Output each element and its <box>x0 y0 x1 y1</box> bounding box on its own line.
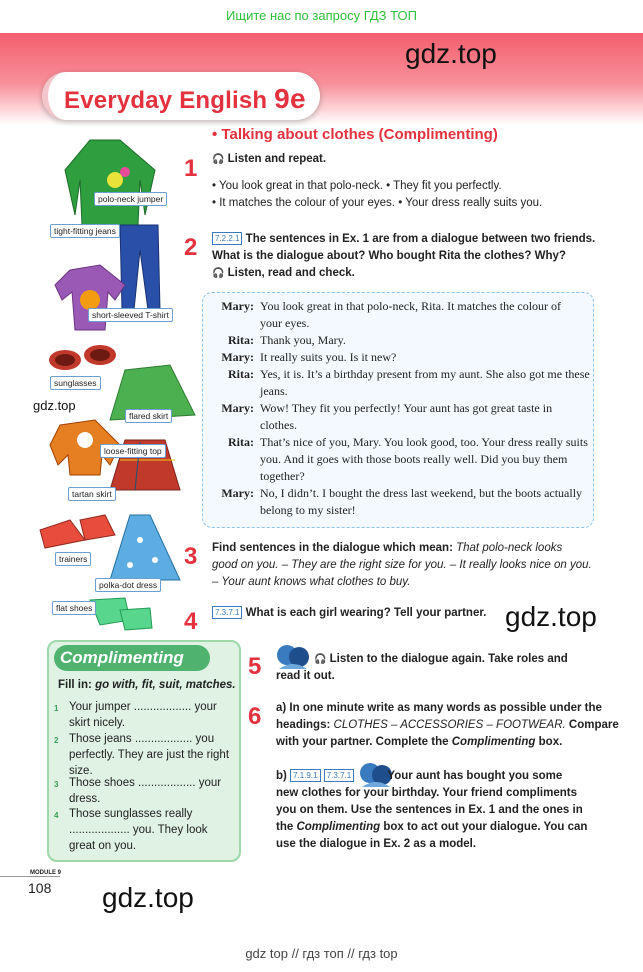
ex6b-code-1: 7.1.9.1 <box>290 769 320 782</box>
title-number: 9e <box>274 83 306 114</box>
ex4-text: 7.3.7.1 What is each girl wearing? Tell your partner. <box>212 605 486 622</box>
watermark: gdz.top <box>102 882 194 913</box>
label-trainers: trainers <box>55 552 91 566</box>
label-sunglasses: sunglasses <box>50 376 101 390</box>
ex6b-text: b) 7.1.9.1 7.3.7.1 Your aunt has bought you some new clothes for your birthday. Your friend compliments you on them. Use the sentences in Ex. 1 and the ones in the Complimenting box to act out your dialogue. You can use the dialogue in Ex. 2 as a model. <box>276 770 588 850</box>
headphones-icon: 🎧 <box>212 268 225 279</box>
ex6a-text: a) In one minute write as many words as possible under the headings: CLOTHES – ACCESSORIES – FOOTWEAR. Compare with your partner. Complete the Complimenting box. <box>276 702 619 748</box>
complimenting-item: 2 Those jeans .................. you perfectly. They are just the right size. <box>54 733 230 777</box>
complimenting-item: 4 Those sunglasses really ................... you. They look great on you. <box>54 808 208 852</box>
label-tartan-skirt: tartan skirt <box>68 487 116 501</box>
section-title-text: Talking about clothes (Complimenting) <box>221 126 498 143</box>
dialogue-turn: Mary: No, I didn’t. I bought the dress last weekend, but the boots actually belong to my sister! <box>221 486 583 517</box>
ex2-question-2: What is the dialogue about? Who bought Rita the clothes? Why? <box>212 250 566 262</box>
ex3-text: Find sentences in the dialogue which mean: That polo-neck looks good on you. – They are the right size for you. – It really looks nice on you. – Your aunt knows what clothes to buy. <box>212 542 592 588</box>
ex6b-code-2: 7.3.7.1 <box>324 769 354 782</box>
ex1-instruction: 🎧 Listen and repeat. <box>212 153 327 165</box>
ex1-line-1: • You look great in that polo-neck. • They fit you perfectly. <box>212 180 502 192</box>
ex2-code: 7.2.2.1 <box>212 232 242 245</box>
page-title <box>64 83 306 115</box>
dialogue-turn: Mary: It really suits you. Is it new? <box>221 350 397 364</box>
ex2-question-3: 🎧 Listen, read and check. <box>212 267 355 279</box>
label-loose-fitting-top: loose-fitting top <box>100 444 166 458</box>
dialogue-turn: Mary: You look great in that polo-neck, Rita. It matches the colour of your eyes. <box>221 299 562 330</box>
page-number: 108 <box>28 880 52 896</box>
dialogue <box>204 298 592 519</box>
ex5-text: 🎧 Listen to the dialogue again. Take roles and read it out. <box>276 653 568 682</box>
label-flared-skirt: flared skirt <box>125 409 172 423</box>
ex6-number: 6 <box>248 703 262 730</box>
complimenting-item: 1 Your jumper .................. your skirt nicely. <box>54 701 217 729</box>
complimenting-instruction: Fill in: go with, fit, suit, matches. <box>58 679 236 691</box>
headphones-icon: 🎧 <box>314 654 327 665</box>
ex2-question-1: 7.2.2.1 The sentences in Ex. 1 are from a dialogue between two friends. <box>212 231 595 248</box>
ex3-number: 3 <box>184 543 198 570</box>
watermark: gdz.top <box>405 38 497 69</box>
clothes-illustrations <box>30 120 205 635</box>
ex4-number: 4 <box>184 608 198 635</box>
dialogue-turn: Mary: Wow! They fit you perfectly! Your aunt has got great taste in clothes. <box>221 401 553 432</box>
label-flat-shoes: flat shoes <box>52 601 96 615</box>
complimenting-title: Complimenting <box>60 648 184 667</box>
label-polka-dot-dress: polka-dot dress <box>95 578 161 592</box>
watermark: gdz.top <box>505 601 597 632</box>
label-polo-neck-jumper: polo-neck jumper <box>94 192 167 206</box>
module-label: MODULE 9 <box>30 870 62 876</box>
dialogue-turn: Rita: That’s nice of you, Mary. You look good, too. Your dress really suits you. And it goes with those boots really well. Did you buy them together? <box>228 435 588 483</box>
complimenting-item: 3 Those shoes .................. your dress. <box>54 777 222 805</box>
watermark-small: gdz.top <box>33 398 76 413</box>
bottom-note: gdz top // гдз топ // гдз top <box>245 946 398 961</box>
section-title: • Talking about clothes (Complimenting) <box>212 126 498 143</box>
ex1-number: 1 <box>184 155 198 182</box>
headphones-icon: 🎧 <box>212 154 225 165</box>
dialogue-turn: Rita: Thank you, Mary. <box>228 333 346 347</box>
label-tight-fitting-jeans: tight-fitting jeans <box>50 224 120 238</box>
label-short-sleeved-tshirt: short-sleeved T-shirt <box>88 308 173 322</box>
ex5-number: 5 <box>248 653 262 680</box>
ex1-line-2: • It matches the colour of your eyes. • Your dress really suits you. <box>212 197 543 209</box>
ex2-number: 2 <box>184 234 198 261</box>
dialogue-turn: Rita: Yes, it is. It’s a birthday present from my aunt. She also got me these jeans. <box>228 367 590 398</box>
title-text: Everyday English <box>64 87 268 114</box>
footer-divider <box>0 876 60 877</box>
top-note: Ищите нас по запросу ГДЗ ТОП <box>226 8 417 23</box>
ex4-code: 7.3.7.1 <box>212 606 242 619</box>
